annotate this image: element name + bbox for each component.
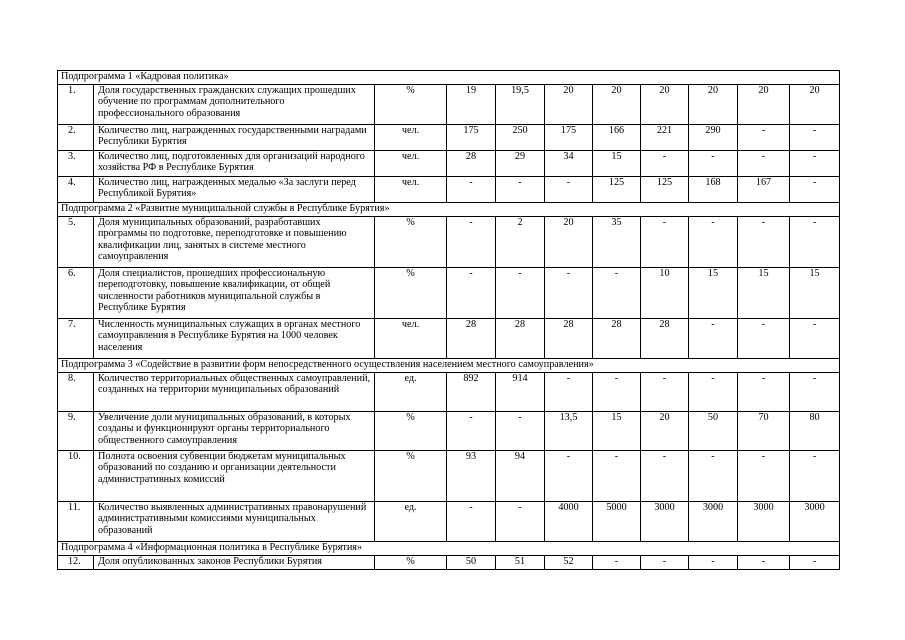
value-cell: - [738, 125, 790, 151]
unit-cell: чел. [375, 125, 447, 151]
section-title: Подпрограмма 4 «Информационная политика в Республике Бурятия» [58, 542, 840, 556]
indicator-name: Численность муниципальных служащих в органах местного самоуправления в Республике Бурятия на 1000 человек населения [94, 319, 375, 359]
indicator-name: Количество территориальных общественных самоуправлений, созданных на территории муниципальных образований [94, 373, 375, 412]
indicator-row [58, 125, 840, 151]
indicator-row [58, 451, 840, 502]
unit-cell: % [375, 556, 447, 570]
value-cell: 50 [689, 412, 738, 451]
section-header-row [58, 542, 840, 556]
row-number: 3. [58, 151, 94, 177]
value-cell: 20 [593, 85, 641, 125]
value-cell: - [496, 177, 545, 203]
row-number: 6. [58, 268, 94, 319]
value-cell: 19,5 [496, 85, 545, 125]
unit-cell: ед. [375, 502, 447, 542]
indicator-row [58, 151, 840, 177]
value-cell: 80 [790, 412, 840, 451]
value-cell: 70 [738, 412, 790, 451]
indicator-name: Количество лиц, подготовленных для организаций народного хозяйства РФ в Республике Бурятия [94, 151, 375, 177]
row-number: 5. [58, 217, 94, 268]
indicator-name: Количество лиц, награжденных государственными наградами Республики Бурятия [94, 125, 375, 151]
value-cell: 28 [447, 319, 496, 359]
indicator-row [58, 217, 840, 268]
indicator-row [58, 502, 840, 542]
indicator-name: Доля муниципальных образований, разработавших программы по подготовке, переподготовке и повышению квалификации лиц, занятых в системе местного самоуправления [94, 217, 375, 268]
value-cell: - [790, 556, 840, 570]
unit-cell: % [375, 412, 447, 451]
value-cell: 125 [593, 177, 641, 203]
value-cell: - [790, 319, 840, 359]
value-cell: 892 [447, 373, 496, 412]
value-cell: - [593, 373, 641, 412]
value-cell: - [447, 412, 496, 451]
indicator-name: Доля государственных гражданских служащих прошедших обучение по программам дополнительного профессионального образования [94, 85, 375, 125]
value-cell: 20 [790, 85, 840, 125]
section-title: Подпрограмма 3 «Содействие в развитии форм непосредственного осуществления населением местного самоуправления» [58, 359, 840, 373]
value-cell: 20 [641, 412, 689, 451]
value-cell: - [641, 556, 689, 570]
value-cell: 15 [593, 151, 641, 177]
value-cell: 3000 [689, 502, 738, 542]
value-cell: - [738, 217, 790, 268]
indicator-table [57, 70, 840, 570]
value-cell: - [738, 451, 790, 502]
value-cell: - [790, 217, 840, 268]
value-cell: 28 [447, 151, 496, 177]
indicator-row [58, 373, 840, 412]
indicator-name: Увеличение доли муниципальных образований, в которых созданы и функционируют органы территориального общественного самоуправления [94, 412, 375, 451]
value-cell: - [641, 151, 689, 177]
value-cell: 20 [689, 85, 738, 125]
value-cell: - [545, 451, 593, 502]
value-cell: - [593, 451, 641, 502]
value-cell: 15 [593, 412, 641, 451]
unit-cell: чел. [375, 177, 447, 203]
value-cell: - [496, 502, 545, 542]
value-cell: 28 [593, 319, 641, 359]
value-cell: - [689, 451, 738, 502]
value-cell: 28 [641, 319, 689, 359]
value-cell: 35 [593, 217, 641, 268]
value-cell: - [593, 268, 641, 319]
row-number: 11. [58, 502, 94, 542]
section-header-row [58, 203, 840, 217]
section-header-row [58, 359, 840, 373]
value-cell: - [545, 373, 593, 412]
value-cell: - [641, 217, 689, 268]
value-cell: - [447, 268, 496, 319]
value-cell: - [689, 373, 738, 412]
value-cell: - [496, 268, 545, 319]
unit-cell: % [375, 217, 447, 268]
unit-cell: % [375, 268, 447, 319]
value-cell: 52 [545, 556, 593, 570]
value-cell: - [738, 319, 790, 359]
value-cell: - [447, 177, 496, 203]
value-cell: 15 [689, 268, 738, 319]
value-cell: 290 [689, 125, 738, 151]
value-cell: 13,5 [545, 412, 593, 451]
unit-cell: % [375, 451, 447, 502]
indicator-name: Полнота освоения субвенции бюджетам муниципальных образований по созданию и организации деятельности административных комиссий [94, 451, 375, 502]
value-cell: 94 [496, 451, 545, 502]
value-cell: 50 [447, 556, 496, 570]
value-cell: 10 [641, 268, 689, 319]
indicator-row [58, 85, 840, 125]
value-cell: - [689, 151, 738, 177]
value-cell: 3000 [641, 502, 689, 542]
indicator-row [58, 177, 840, 203]
value-cell: 20 [641, 85, 689, 125]
row-number: 9. [58, 412, 94, 451]
value-cell: - [790, 373, 840, 412]
indicator-table-body [58, 71, 840, 570]
value-cell: 125 [641, 177, 689, 203]
value-cell: - [545, 268, 593, 319]
row-number: 4. [58, 177, 94, 203]
indicator-row [58, 268, 840, 319]
indicator-name: Количество выявленных административных правонарушений административными комиссиями муниципальных образований [94, 502, 375, 542]
value-cell: - [738, 151, 790, 177]
unit-cell: чел. [375, 319, 447, 359]
value-cell: 175 [545, 125, 593, 151]
section-title: Подпрограмма 2 «Развитие муниципальной службы в Республике Бурятия» [58, 203, 840, 217]
value-cell: - [545, 177, 593, 203]
row-number: 7. [58, 319, 94, 359]
value-cell: - [689, 217, 738, 268]
value-cell: 166 [593, 125, 641, 151]
value-cell: 168 [689, 177, 738, 203]
indicator-name: Доля специалистов, прошедших профессиональную переподготовку, повышение квалификации, от общей численности работников муниципальной службы в Республике Бурятия [94, 268, 375, 319]
value-cell: 221 [641, 125, 689, 151]
value-cell: 2 [496, 217, 545, 268]
unit-cell: ед. [375, 373, 447, 412]
indicator-name: Доля опубликованных законов Республики Бурятия [94, 556, 375, 570]
section-title: Подпрограмма 1 «Кадровая политика» [58, 71, 840, 85]
value-cell: 19 [447, 85, 496, 125]
indicator-row [58, 412, 840, 451]
value-cell: - [738, 373, 790, 412]
value-cell: 914 [496, 373, 545, 412]
value-cell: - [593, 556, 641, 570]
value-cell: 4000 [545, 502, 593, 542]
indicator-row [58, 556, 840, 570]
value-cell: - [641, 451, 689, 502]
value-cell: - [689, 319, 738, 359]
row-number: 1. [58, 85, 94, 125]
value-cell: 20 [738, 85, 790, 125]
value-cell: 29 [496, 151, 545, 177]
value-cell: - [790, 177, 840, 203]
indicator-name: Количество лиц, награжденных медалью «За заслуги перед Республикой Бурятия» [94, 177, 375, 203]
unit-cell: % [375, 85, 447, 125]
value-cell: - [447, 502, 496, 542]
value-cell: 20 [545, 85, 593, 125]
value-cell: 175 [447, 125, 496, 151]
value-cell: - [447, 217, 496, 268]
indicator-row [58, 319, 840, 359]
value-cell: 3000 [790, 502, 840, 542]
value-cell: 93 [447, 451, 496, 502]
value-cell: - [738, 556, 790, 570]
value-cell: 28 [545, 319, 593, 359]
value-cell: - [790, 151, 840, 177]
row-number: 12. [58, 556, 94, 570]
section-header-row [58, 71, 840, 85]
indicator-table-page [57, 70, 839, 570]
value-cell: - [689, 556, 738, 570]
value-cell: 167 [738, 177, 790, 203]
value-cell: 15 [738, 268, 790, 319]
row-number: 2. [58, 125, 94, 151]
value-cell: - [790, 125, 840, 151]
value-cell: 20 [545, 217, 593, 268]
value-cell: - [790, 451, 840, 502]
value-cell: 34 [545, 151, 593, 177]
value-cell: 5000 [593, 502, 641, 542]
value-cell: 250 [496, 125, 545, 151]
value-cell: 28 [496, 319, 545, 359]
value-cell: 3000 [738, 502, 790, 542]
value-cell: 51 [496, 556, 545, 570]
row-number: 8. [58, 373, 94, 412]
value-cell: - [641, 373, 689, 412]
row-number: 10. [58, 451, 94, 502]
unit-cell: чел. [375, 151, 447, 177]
value-cell: 15 [790, 268, 840, 319]
value-cell: - [496, 412, 545, 451]
